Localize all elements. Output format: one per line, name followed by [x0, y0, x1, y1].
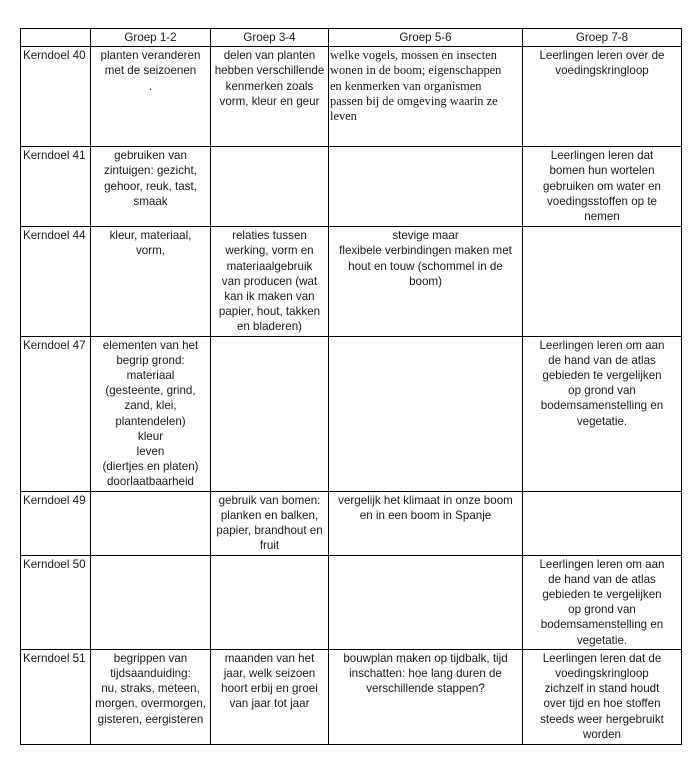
table-cell: welke vogels, mossen en insecten wonen in de boom; eigenschappen en kenmerken van organismen passen bij de omgeving waarin ze leven — [329, 47, 523, 147]
header-cell: Groep 7-8 — [523, 29, 682, 47]
table-row — [21, 47, 682, 147]
table-row — [21, 227, 682, 336]
header-cell — [21, 29, 91, 47]
table-cell: delen van planten hebben verschillende kenmerken zoals vorm, kleur en geur — [211, 47, 329, 147]
table-cell — [91, 491, 211, 555]
table-cell: gebruiken van zintuigen: gezicht, gehoor, reuk, tast, smaak — [91, 147, 211, 227]
table-cell: gebruik van bomen: planken en balken, papier, brandhout en fruit — [211, 491, 329, 555]
table-cell: begrippen van tijdsaanduiding: nu, straks, meteen, morgen, overmorgen, gisteren, eergisteren — [91, 649, 211, 744]
table-row — [21, 649, 682, 744]
table-row — [21, 147, 682, 227]
row-label: Kerndoel 50 — [21, 555, 91, 649]
table-cell: relaties tussen werking, vorm en materiaalgebruik van producen (wat kan ik maken van papier, hout, takken en bladeren) — [211, 227, 329, 336]
row-label: Kerndoel 44 — [21, 227, 91, 336]
table-cell — [329, 555, 523, 649]
table-cell — [91, 555, 211, 649]
table-row — [21, 491, 682, 555]
table-cell: planten veranderen met de seizoenen . — [91, 47, 211, 147]
table-cell — [523, 227, 682, 336]
kerndoelen-table — [20, 28, 682, 745]
table-row — [21, 336, 682, 491]
table-cell — [211, 555, 329, 649]
table-cell: Leerlingen leren over de voedingskringloop — [523, 47, 682, 147]
table-cell: kleur, materiaal, vorm, — [91, 227, 211, 336]
table-cell: bouwplan maken op tijdbalk, tijd inschatten: hoe lang duren de verschillende stappen? — [329, 649, 523, 744]
table-cell: Leerlingen leren om aan de hand van de atlas gebieden te vergelijken op grond van bodemsamenstelling en vegetatie. — [523, 555, 682, 649]
header-row — [21, 29, 682, 47]
table-cell: elementen van het begrip grond: materiaal (gesteente, grind, zand, klei, plantendelen) kleur leven (diertjes en platen) doorlaatbaarheid — [91, 336, 211, 491]
row-label: Kerndoel 49 — [21, 491, 91, 555]
table-row — [21, 555, 682, 649]
table-cell: maanden van het jaar, welk seizoen hoort erbij en groei van jaar tot jaar — [211, 649, 329, 744]
table-cell — [329, 336, 523, 491]
table-cell: vergelijk het klimaat in onze boom en in een boom in Spanje — [329, 491, 523, 555]
row-label: Kerndoel 40 — [21, 47, 91, 147]
table-cell — [211, 336, 329, 491]
header-cell: Groep 1-2 — [91, 29, 211, 47]
table-cell — [211, 147, 329, 227]
table-cell: Leerlingen leren dat de voedingskringloop zichzelf in stand houdt over tijd en hoe stoffen steeds weer hergebruikt worden — [523, 649, 682, 744]
header-cell: Groep 5-6 — [329, 29, 523, 47]
row-label: Kerndoel 47 — [21, 336, 91, 491]
header-cell: Groep 3-4 — [211, 29, 329, 47]
table-cell: stevige maar flexibele verbindingen maken met hout en touw (schommel in de boom) — [329, 227, 523, 336]
table-cell: Leerlingen leren om aan de hand van de atlas gebieden te vergelijken op grond van bodemsamenstelling en vegetatie. — [523, 336, 682, 491]
table-cell: Leerlingen leren dat bomen hun wortelen gebruiken om water en voedingsstoffen op te nemen — [523, 147, 682, 227]
table-cell — [329, 147, 523, 227]
table-cell — [523, 491, 682, 555]
row-label: Kerndoel 51 — [21, 649, 91, 744]
row-label: Kerndoel 41 — [21, 147, 91, 227]
